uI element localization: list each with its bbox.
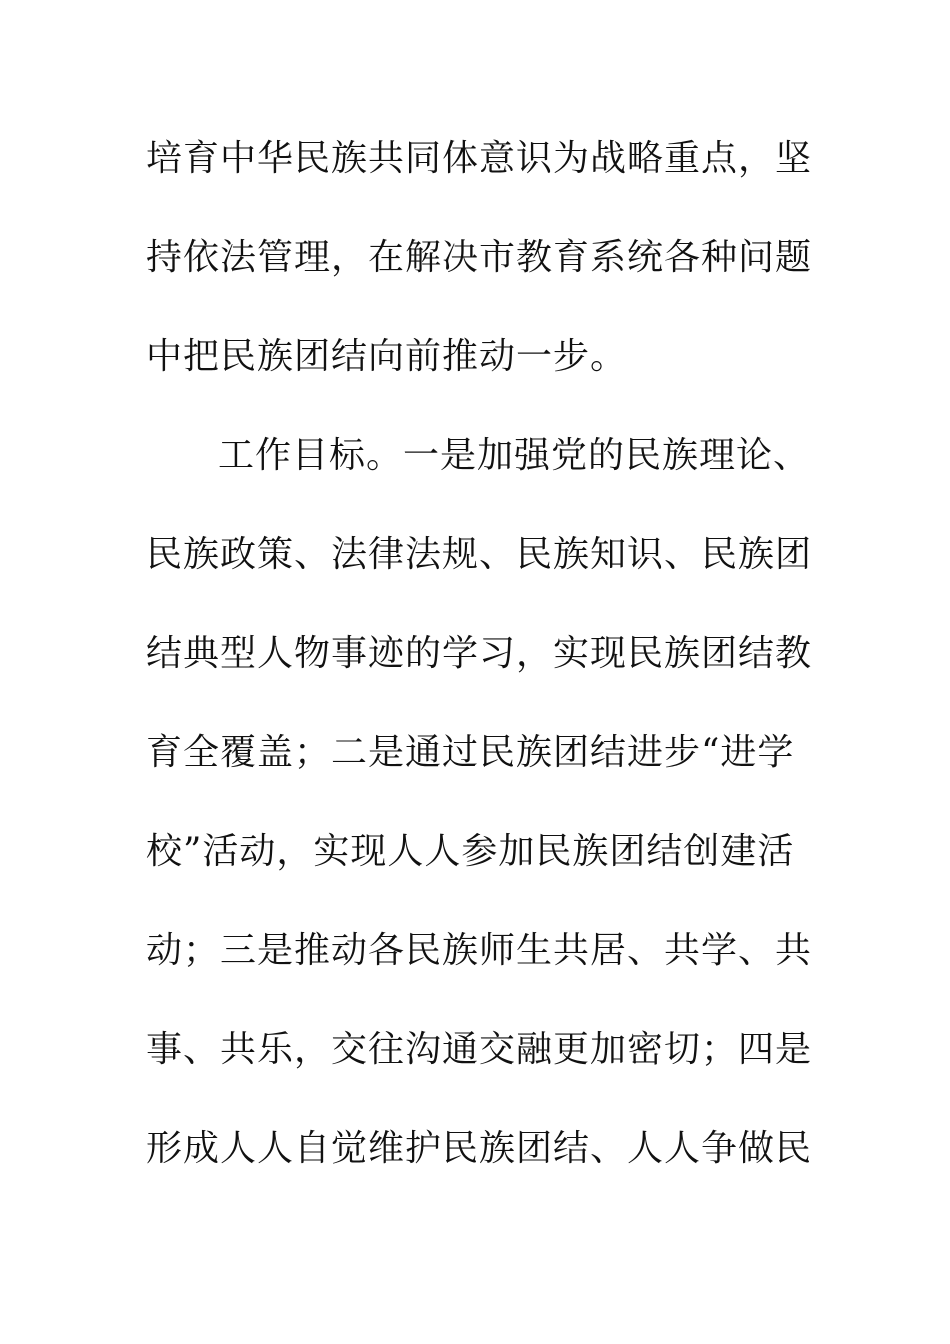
text-line: 民族政策、法律法规、民族知识、民族团 — [146, 534, 813, 575]
text-line: 校”活动，实现人人参加民族团结创建活 — [146, 831, 795, 872]
text-line: 事、共乐，交往沟通交融更加密切；四是 — [146, 1029, 813, 1070]
text-line: 育全覆盖；二是通过民族团结进步“进学 — [146, 732, 795, 773]
body-text — [146, 119, 846, 1208]
paragraph-start-line: 工作目标。一是加强党的民族理论、 — [218, 435, 811, 476]
text-line: 持依法管理，在解决市教育系统各种问题 — [146, 237, 813, 278]
text-line: 中把民族团结向前推动一步。 — [146, 336, 628, 377]
text-line: 结典型人物事迹的学习，实现民族团结教 — [146, 633, 813, 674]
text-line: 形成人人自觉维护民族团结、人人争做民 — [146, 1128, 813, 1169]
text-line: 动；三是推动各民族师生共居、共学、共 — [146, 930, 813, 971]
text-line: 培育中华民族共同体意识为战略重点，坚 — [146, 138, 813, 179]
